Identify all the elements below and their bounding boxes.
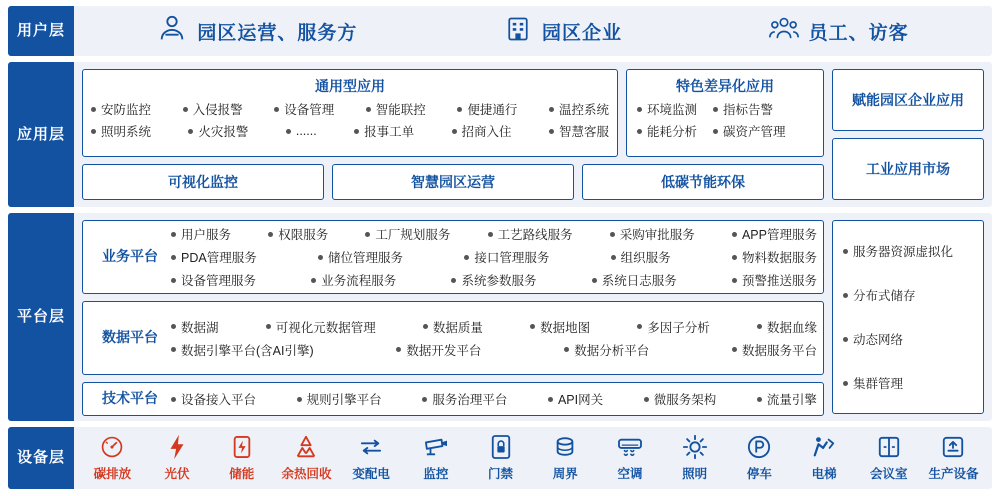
app-bar-enable-enterprise: 赋能园区企业应用	[832, 69, 984, 131]
bolt-icon	[167, 434, 187, 460]
platform-layer-band	[8, 213, 992, 421]
device-perimeter	[534, 434, 596, 482]
data-platform-name: 数据平台	[102, 329, 158, 346]
device-access-control	[470, 434, 532, 482]
device-meeting-room	[858, 434, 920, 482]
app-item: 入侵报警	[183, 100, 243, 118]
device-label: 照明	[682, 467, 708, 481]
device-lighting	[664, 434, 726, 482]
platform-item: 数据引擎平台(含AI引擎)	[171, 341, 314, 359]
app-item: 照明系统	[91, 122, 151, 140]
special-application-row	[637, 100, 813, 118]
platform-item: 权限服务	[268, 225, 328, 243]
user-group-icon	[157, 14, 187, 49]
infrastructure-item: 服务器资源虚拟化	[843, 242, 979, 260]
special-application-title: 特色差异化应用	[676, 78, 774, 94]
app-item: 便捷通行	[457, 100, 517, 118]
app-item: ......	[286, 122, 317, 140]
platform-item: 数据质量	[423, 318, 483, 336]
platform-item: 用户服务	[171, 225, 231, 243]
camera-icon	[423, 434, 449, 460]
platform-item: APP管理服务	[732, 225, 817, 243]
platform-item: API网关	[548, 390, 603, 408]
app-bar-visual-monitoring: 可视化监控	[82, 164, 324, 200]
generic-application-card	[82, 69, 618, 157]
transformer-icon	[358, 434, 384, 460]
device-parking	[728, 434, 790, 482]
app-item: 报事工单	[354, 122, 414, 140]
platform-item: 系统日志服务	[592, 271, 677, 289]
platform-layer-body	[74, 213, 992, 421]
infrastructure-item: 集群管理	[843, 374, 979, 392]
user-role-staff-label: 员工、访客	[808, 22, 909, 44]
platform-item: 设备接入平台	[171, 390, 256, 408]
application-layer-label: 应用层	[8, 62, 74, 207]
app-item: 招商入住	[452, 122, 512, 140]
app-item: 智慧客服	[549, 122, 609, 140]
tech-platform-card	[82, 382, 824, 416]
tech-platform-name: 技术平台	[102, 390, 158, 407]
platform-item: 数据血缘	[757, 318, 817, 336]
platform-item: PDA管理服务	[171, 248, 257, 266]
platform-item: 工艺路线服务	[488, 225, 573, 243]
tech-platform-row	[171, 390, 817, 408]
aircon-icon	[617, 434, 643, 460]
platform-item: 数据分析平台	[564, 341, 649, 359]
device-energy-storage	[211, 434, 273, 482]
app-item: 指标告警	[713, 100, 773, 118]
app-item: 安防监控	[91, 100, 151, 118]
device-layer-label: 设备层	[8, 427, 74, 489]
device-label: 停车	[746, 467, 772, 481]
elevator-icon	[811, 434, 837, 460]
data-platform-row	[171, 341, 817, 359]
device-label: 储能	[229, 467, 255, 481]
business-platform-name: 业务平台	[102, 248, 158, 265]
device-label: 会议室	[870, 467, 908, 481]
special-application-card	[626, 69, 824, 157]
device-carbon-emission	[81, 434, 143, 482]
platform-item: 多因子分析	[637, 318, 710, 336]
app-item: 温控系统	[549, 100, 609, 118]
generic-application-row	[91, 122, 609, 140]
platform-item: 数据地图	[530, 318, 590, 336]
device-power-distribution	[340, 434, 402, 482]
platform-item: 工厂规划服务	[365, 225, 450, 243]
platform-layer-label: 平台层	[8, 213, 74, 421]
battery-icon	[231, 434, 253, 460]
device-label: 电梯	[811, 467, 837, 481]
device-label: 门禁	[488, 467, 514, 481]
platform-item: 规则引擎平台	[297, 390, 382, 408]
device-label: 生产设备	[928, 467, 979, 481]
business-platform-row	[171, 271, 817, 289]
app-bar-industrial-marketplace: 工业应用市场	[832, 138, 984, 200]
app-bar-smart-park-operations: 智慧园区运营	[332, 164, 574, 200]
platform-item: 可视化元数据管理	[266, 318, 376, 336]
platform-item: 物料数据服务	[732, 248, 817, 266]
application-layer-body	[74, 62, 992, 207]
infrastructure-item: 分布式储存	[843, 286, 979, 304]
gauge-icon	[100, 434, 124, 460]
platform-item: 数据湖	[171, 318, 219, 336]
data-platform-row	[171, 318, 817, 336]
data-platform-card	[82, 301, 824, 375]
platform-item: 服务治理平台	[422, 390, 507, 408]
app-item: 碳资产管理	[713, 122, 786, 140]
platform-item: 组织服务	[611, 248, 671, 266]
perimeter-icon	[553, 434, 577, 460]
device-waste-heat-recovery	[275, 434, 337, 482]
user-role-enterprise	[504, 15, 622, 48]
device-layer-body	[74, 427, 992, 489]
business-platform-row	[171, 225, 817, 243]
app-bar-low-carbon: 低碳节能环保	[582, 164, 824, 200]
device-layer-band	[8, 427, 992, 489]
user-role-enterprise-label: 园区企业	[541, 22, 622, 44]
platform-item: 预警推送服务	[732, 271, 817, 289]
platform-item: 接口管理服务	[464, 248, 549, 266]
platform-item: 系统参数服务	[451, 271, 536, 289]
app-item: 环境监测	[637, 100, 697, 118]
app-item: 火灾报警	[188, 122, 248, 140]
device-surveillance	[405, 434, 467, 482]
platform-item: 采购审批服务	[610, 225, 695, 243]
platform-item: 数据开发平台	[396, 341, 481, 359]
people-icon	[769, 15, 799, 48]
device-label: 碳排放	[93, 467, 132, 481]
generic-application-row	[91, 100, 609, 118]
generic-application-title: 通用型应用	[315, 78, 385, 94]
factory-equipment-icon	[941, 434, 965, 460]
user-layer-body	[74, 6, 992, 56]
infrastructure-item: 动态网络	[843, 330, 979, 348]
device-label: 余热回收	[281, 467, 332, 481]
device-elevator	[793, 434, 855, 482]
app-item: 能耗分析	[637, 122, 697, 140]
building-icon	[504, 15, 532, 48]
user-role-operations	[157, 14, 357, 49]
platform-item: 储位管理服务	[318, 248, 403, 266]
user-layer-label: 用户层	[8, 6, 74, 56]
business-platform-card	[82, 220, 824, 294]
parking-icon	[747, 434, 771, 460]
user-layer-band	[8, 6, 992, 56]
device-label: 周界	[552, 467, 578, 481]
platform-item: 数据服务平台	[732, 341, 817, 359]
device-label: 空调	[617, 467, 643, 481]
device-production-equipment	[922, 434, 984, 482]
lock-icon	[490, 434, 512, 460]
application-layer-band	[8, 62, 992, 207]
platform-item: 微服务架构	[644, 390, 717, 408]
device-air-conditioning	[599, 434, 661, 482]
device-label: 监控	[423, 467, 449, 481]
recycle-icon	[293, 434, 319, 460]
infrastructure-card	[832, 220, 984, 414]
device-label: 变配电	[352, 467, 390, 481]
platform-item: 流量引擎	[757, 390, 817, 408]
business-platform-row	[171, 248, 817, 266]
user-role-staff	[769, 15, 909, 48]
device-photovoltaic	[146, 434, 208, 482]
platform-item: 业务流程服务	[311, 271, 396, 289]
lighting-icon	[682, 434, 708, 460]
app-item: 智能联控	[366, 100, 426, 118]
platform-item: 设备管理服务	[171, 271, 256, 289]
app-item: 设备管理	[274, 100, 334, 118]
special-application-row	[637, 122, 813, 140]
meeting-room-icon	[877, 434, 901, 460]
user-role-operations-label: 园区运营、服务方	[197, 22, 358, 44]
device-label: 光伏	[164, 467, 190, 481]
